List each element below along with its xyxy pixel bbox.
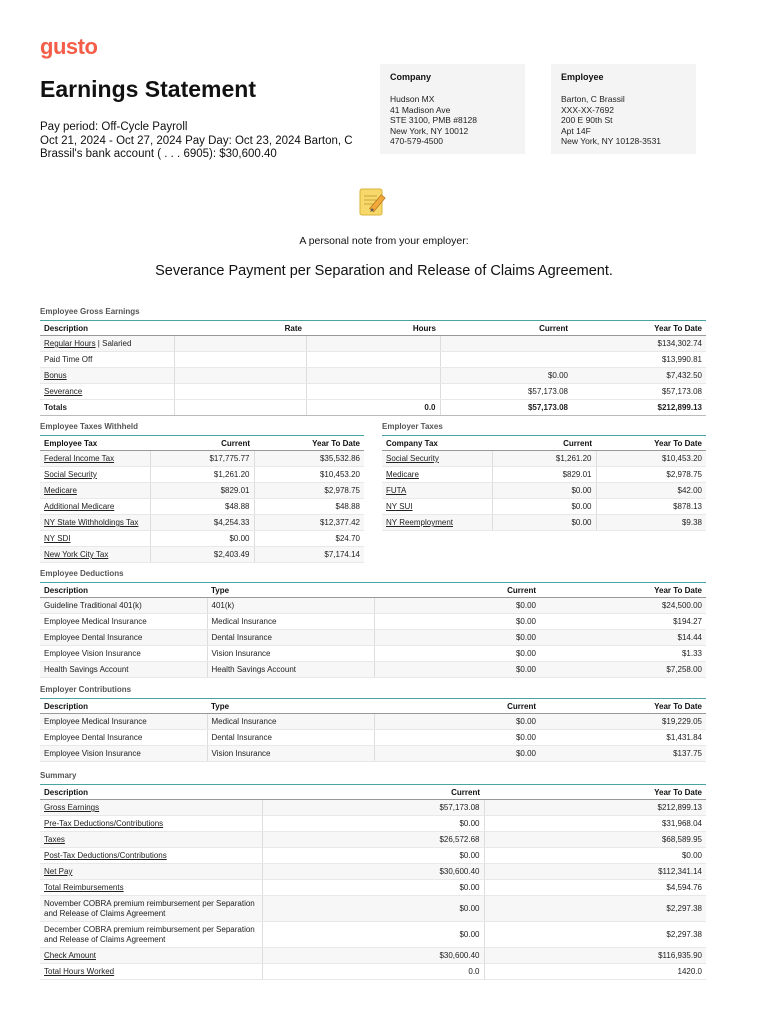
table-row <box>40 598 706 614</box>
earning-link[interactable]: Severance <box>44 387 83 396</box>
table-row <box>40 614 706 630</box>
company-line: STE 3100, PMB #8128 <box>390 115 477 125</box>
ytd-cell: $7,174.14 <box>254 547 364 563</box>
current-cell: $30,600.40 <box>262 948 484 964</box>
col-header: Current <box>262 785 484 800</box>
tax-link[interactable]: Medicare <box>386 470 419 479</box>
ytd-cell: $42.00 <box>596 483 706 499</box>
table-row <box>40 646 706 662</box>
hours-cell <box>306 352 440 368</box>
totals-row <box>40 400 706 416</box>
table-row <box>40 531 364 547</box>
pay-period-info <box>40 121 360 162</box>
hours-cell <box>306 336 440 352</box>
current-cell: $48.88 <box>150 499 254 515</box>
ytd-cell: $116,935.90 <box>484 948 706 964</box>
col-header: Year To Date <box>596 436 706 451</box>
summary-link[interactable]: Check Amount <box>44 951 97 960</box>
col-header: Type <box>207 699 374 714</box>
tax-link[interactable]: New York City Tax <box>44 550 109 559</box>
table-row <box>40 483 364 499</box>
current-cell: $17,775.77 <box>150 451 254 467</box>
col-header: Company Tax <box>382 436 492 451</box>
desc-cell: Employee Vision Insurance <box>40 746 207 762</box>
current-cell: $0.00 <box>492 515 596 531</box>
col-header: Hours <box>306 321 440 336</box>
ytd-cell: $1,431.84 <box>540 730 706 746</box>
table-row <box>40 499 364 515</box>
ytd-cell: $134,302.74 <box>572 336 706 352</box>
note-lead: A personal note from your employer: <box>299 235 469 247</box>
earning-link[interactable]: Regular Hours <box>44 339 96 348</box>
col-header: Type <box>207 583 374 598</box>
employer-taxes-table <box>382 435 706 531</box>
table-row <box>40 864 706 880</box>
current-cell: $0.00 <box>440 368 572 384</box>
table-row <box>40 662 706 678</box>
col-header: Description <box>40 583 207 598</box>
rate-cell <box>174 384 306 400</box>
current-cell: $0.00 <box>262 816 484 832</box>
tax-link[interactable]: FUTA <box>386 486 407 495</box>
current-cell: $0.00 <box>492 483 596 499</box>
contributions-title: Employer Contributions <box>40 685 132 694</box>
hours-cell <box>306 384 440 400</box>
col-header: Description <box>40 321 174 336</box>
summary-link[interactable]: Total Hours Worked <box>44 967 115 976</box>
current-cell: $0.00 <box>262 896 484 922</box>
table-row <box>40 451 364 467</box>
current-cell: $57,173.08 <box>440 384 572 400</box>
tax-link[interactable]: NY SDI <box>44 534 71 543</box>
type-cell: 401(k) <box>207 598 374 614</box>
table-header-row <box>40 785 706 800</box>
table-row <box>382 451 706 467</box>
ytd-cell: $19,229.05 <box>540 714 706 730</box>
ytd-cell: $7,258.00 <box>540 662 706 678</box>
current-cell: $0.00 <box>262 848 484 864</box>
col-header: Description <box>40 699 207 714</box>
employer-taxes-title: Employer Taxes <box>382 422 443 431</box>
col-header: Year To Date <box>572 321 706 336</box>
table-row <box>40 948 706 964</box>
col-header: Year To Date <box>254 436 364 451</box>
ytd-cell: $2,978.75 <box>254 483 364 499</box>
ytd-cell: $7,432.50 <box>572 368 706 384</box>
table-row <box>40 922 706 948</box>
desc-cell: Employee Medical Insurance <box>40 614 207 630</box>
current-cell <box>440 352 572 368</box>
type-cell: Medical Insurance <box>207 714 374 730</box>
current-cell: $2,403.49 <box>150 547 254 563</box>
type-cell: Medical Insurance <box>207 614 374 630</box>
ytd-cell: $68,589.95 <box>484 832 706 848</box>
summary-link[interactable]: Taxes <box>44 835 65 844</box>
type-cell: Vision Insurance <box>207 746 374 762</box>
current-cell: 0.0 <box>262 964 484 980</box>
desc-cell: Employee Dental Insurance <box>40 730 207 746</box>
hours-cell <box>306 368 440 384</box>
company-line: 470-579-4500 <box>390 136 443 146</box>
current-cell: $0.00 <box>374 646 540 662</box>
employee-line: XXX-XX-7692 <box>561 104 614 115</box>
ytd-cell: $1.33 <box>540 646 706 662</box>
ytd-cell: $57,173.08 <box>572 384 706 400</box>
table-row <box>40 336 706 352</box>
col-header: Current <box>492 436 596 451</box>
col-header: Current <box>150 436 254 451</box>
table-row <box>382 515 706 531</box>
current-cell: $1,261.20 <box>492 451 596 467</box>
table-row <box>40 630 706 646</box>
table-row <box>40 896 706 922</box>
ytd-cell: $212,899.13 <box>484 800 706 816</box>
current-cell: $0.00 <box>374 730 540 746</box>
desc-cell: December COBRA premium reimbursement per Separation and Release of Claims Agreement <box>40 922 262 948</box>
tax-link[interactable]: Additional Medicare <box>44 502 115 511</box>
ytd-cell: $12,377.42 <box>254 515 364 531</box>
company-line: New York, NY 10012 <box>390 125 469 136</box>
col-header: Year To Date <box>540 583 706 598</box>
employee-line: Barton, C Brassil <box>561 94 625 104</box>
current-cell: $0.00 <box>150 531 254 547</box>
current-cell: $30,600.40 <box>262 864 484 880</box>
ytd-cell: $35,532.86 <box>254 451 364 467</box>
summary-link[interactable]: Post-Tax Deductions/Contributions <box>44 851 167 860</box>
ytd-cell: $10,453.20 <box>596 451 706 467</box>
table-row <box>40 730 706 746</box>
deductions-title: Employee Deductions <box>40 569 124 578</box>
company-heading: Company <box>390 72 432 82</box>
earning-extra: | Salaried <box>95 339 132 348</box>
totals-hours: 0.0 <box>306 400 440 416</box>
rate-cell <box>174 336 306 352</box>
ytd-cell: $112,341.14 <box>484 864 706 880</box>
summary-table <box>40 784 706 980</box>
table-row <box>40 547 364 563</box>
tax-link[interactable]: NY Reemployment <box>386 518 453 527</box>
type-cell: Dental Insurance <box>207 630 374 646</box>
table-header-row <box>382 436 706 451</box>
table-row <box>382 483 706 499</box>
table-header-row <box>40 699 706 714</box>
company-line: 41 Madison Ave <box>390 104 451 115</box>
desc-cell: November COBRA premium reimbursement per Separation and Release of Claims Agreement <box>40 896 262 922</box>
current-cell: $0.00 <box>262 922 484 948</box>
table-row <box>40 368 706 384</box>
col-header: Rate <box>174 321 306 336</box>
table-row <box>40 880 706 896</box>
col-header: Current <box>374 699 540 714</box>
summary-title: Summary <box>40 771 77 780</box>
earning-link[interactable]: Bonus <box>44 371 67 380</box>
page-title: Earnings Statement <box>40 76 256 102</box>
ytd-cell: $878.13 <box>596 499 706 515</box>
current-cell: $0.00 <box>262 880 484 896</box>
note-message: Severance Payment per Separation and Release of Claims Agreement. <box>155 263 613 279</box>
current-cell: $0.00 <box>374 598 540 614</box>
current-cell: $0.00 <box>374 614 540 630</box>
table-row <box>382 467 706 483</box>
employee-taxes-title: Employee Taxes Withheld <box>40 422 139 431</box>
ytd-cell: $9.38 <box>596 515 706 531</box>
tax-link[interactable]: NY SUI <box>386 502 413 511</box>
rate-cell <box>174 352 306 368</box>
table-row <box>382 499 706 515</box>
contributions-table <box>40 698 706 762</box>
table-row <box>40 515 364 531</box>
earning-desc: Paid Time Off <box>40 352 174 368</box>
current-cell: $1,261.20 <box>150 467 254 483</box>
current-cell: $4,254.33 <box>150 515 254 531</box>
desc-cell: Guideline Traditional 401(k) <box>40 598 207 614</box>
desc-cell: Health Savings Account <box>40 662 207 678</box>
ytd-cell: 1420.0 <box>484 964 706 980</box>
current-cell: $0.00 <box>374 630 540 646</box>
employee-taxes-table <box>40 435 364 563</box>
table-header-row <box>40 436 364 451</box>
col-header: Year To Date <box>484 785 706 800</box>
totals-current: $57,173.08 <box>440 400 572 416</box>
type-cell: Vision Insurance <box>207 646 374 662</box>
ytd-cell: $24.70 <box>254 531 364 547</box>
summary-link[interactable]: Total Reimbursements <box>44 883 124 892</box>
ytd-cell: $4,594.76 <box>484 880 706 896</box>
col-header: Employee Tax <box>40 436 150 451</box>
totals-label: Totals <box>40 400 174 416</box>
table-row <box>40 352 706 368</box>
tax-link[interactable]: Social Security <box>44 470 97 479</box>
current-cell: $26,572.68 <box>262 832 484 848</box>
summary-link[interactable]: Gross Earnings <box>44 803 100 812</box>
table-row <box>40 964 706 980</box>
current-cell: $57,173.08 <box>262 800 484 816</box>
table-row <box>40 832 706 848</box>
summary-link[interactable]: Pre-Tax Deductions/Contributions <box>44 819 164 828</box>
col-header: Description <box>40 785 262 800</box>
table-row <box>40 467 364 483</box>
ytd-cell: $13,990.81 <box>572 352 706 368</box>
tax-link[interactable]: Social Security <box>386 454 439 463</box>
employee-info-box <box>551 64 696 154</box>
ytd-cell: $31,968.04 <box>484 816 706 832</box>
employee-heading: Employee <box>561 72 604 82</box>
desc-cell: Employee Vision Insurance <box>40 646 207 662</box>
current-cell: $829.01 <box>492 467 596 483</box>
table-row <box>40 816 706 832</box>
current-cell: $0.00 <box>374 662 540 678</box>
current-cell: $829.01 <box>150 483 254 499</box>
table-row <box>40 848 706 864</box>
col-header: Current <box>440 321 572 336</box>
employee-line: Apt 14F <box>561 125 591 136</box>
employee-line: New York, NY 10128-3531 <box>561 136 662 146</box>
table-row <box>40 800 706 816</box>
type-cell: Dental Insurance <box>207 730 374 746</box>
pay-period-label: Pay period: Off-Cycle Payroll <box>40 121 188 133</box>
ytd-cell: $10,453.20 <box>254 467 364 483</box>
company-line: Hudson MX <box>390 94 435 104</box>
col-header: Year To Date <box>540 699 706 714</box>
ytd-cell: $48.88 <box>254 499 364 515</box>
desc-cell: Employee Dental Insurance <box>40 630 207 646</box>
table-row <box>40 746 706 762</box>
pay-period-detail: Oct 21, 2024 - Oct 27, 2024 Pay Day: Oct 23, 2024 Barton, C Brassil's bank account ( . . . 6905): $30,600.40 <box>40 134 353 160</box>
note-pencil-icon <box>357 186 389 218</box>
rate-cell <box>174 368 306 384</box>
table-header-row <box>40 583 706 598</box>
ytd-cell: $2,978.75 <box>596 467 706 483</box>
table-row <box>40 384 706 400</box>
current-cell: $0.00 <box>374 714 540 730</box>
current-cell: $0.00 <box>492 499 596 515</box>
ytd-cell: $137.75 <box>540 746 706 762</box>
ytd-cell: $194.27 <box>540 614 706 630</box>
employee-line: 200 E 90th St <box>561 115 613 125</box>
tax-link[interactable]: Federal Income Tax <box>44 454 115 463</box>
col-header: Current <box>374 583 540 598</box>
company-info-box <box>380 64 525 154</box>
current-cell: $0.00 <box>374 746 540 762</box>
ytd-cell: $14.44 <box>540 630 706 646</box>
tax-link[interactable]: Medicare <box>44 486 77 495</box>
deductions-table <box>40 582 706 678</box>
gusto-logo: gusto <box>40 34 98 59</box>
tax-link[interactable]: NY State Withholdings Tax <box>44 518 139 527</box>
desc-cell: Employee Medical Insurance <box>40 714 207 730</box>
ytd-cell: $2,297.38 <box>484 896 706 922</box>
table-row <box>40 714 706 730</box>
gross-earnings-table <box>40 320 706 416</box>
ytd-cell: $24,500.00 <box>540 598 706 614</box>
table-header-row <box>40 321 706 336</box>
totals-ytd: $212,899.13 <box>572 400 706 416</box>
current-cell <box>440 336 572 352</box>
type-cell: Health Savings Account <box>207 662 374 678</box>
summary-link[interactable]: Net Pay <box>44 867 73 876</box>
ytd-cell: $0.00 <box>484 848 706 864</box>
gross-earnings-title: Employee Gross Earnings <box>40 307 140 316</box>
ytd-cell: $2,297.38 <box>484 922 706 948</box>
